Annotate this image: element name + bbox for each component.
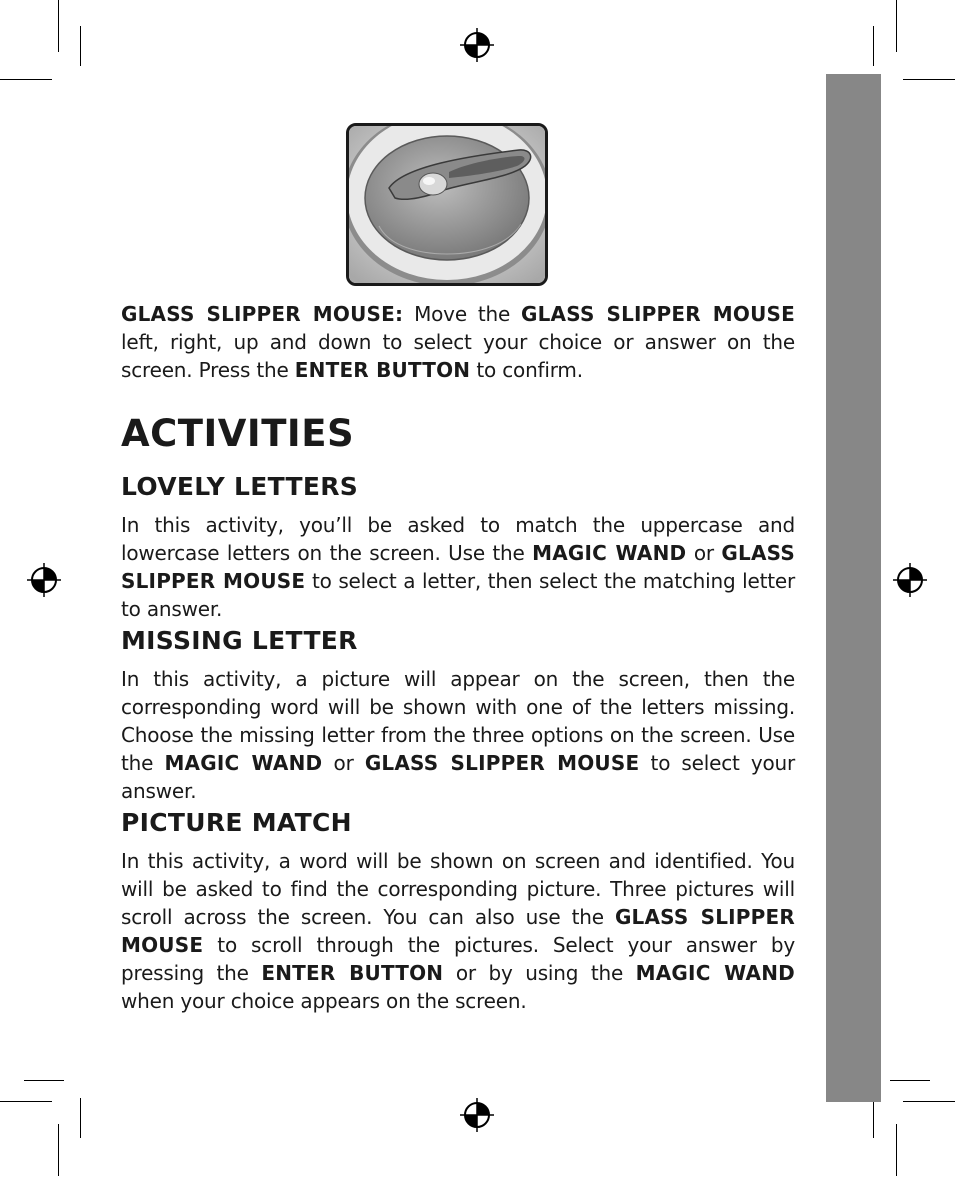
- crop-mark: [896, 0, 897, 52]
- crop-mark: [58, 1124, 59, 1176]
- registration-mark-icon: [460, 28, 494, 62]
- crop-mark: [890, 1080, 930, 1081]
- crop-mark: [873, 1098, 874, 1138]
- crop-mark: [896, 1124, 897, 1176]
- lovely-letters-section: [121, 471, 795, 623]
- section-heading: MISSING LETTER: [121, 626, 358, 655]
- registration-mark-icon: [460, 1098, 494, 1132]
- crop-mark: [24, 1080, 64, 1081]
- section-heading: PICTURE MATCH: [121, 808, 352, 837]
- section-heading: LOVELY LETTERS: [121, 472, 359, 501]
- registration-mark-icon: [27, 563, 61, 597]
- crop-mark: [80, 26, 81, 66]
- crop-mark: [0, 1101, 52, 1102]
- crop-mark: [58, 0, 59, 52]
- section-body: In this activity, you’ll be asked to match the uppercase and lowercase letters on the screen. Use the MAGIC WAND or GLASS SLIPPER MOUSE to select a letter, then select the matching letter to answer.: [121, 513, 795, 621]
- missing-letter-section: [121, 625, 795, 805]
- registration-mark-icon: [893, 563, 927, 597]
- crop-mark: [903, 1101, 955, 1102]
- term-label: GLASS SLIPPER MOUSE:: [121, 302, 404, 326]
- section-side-tab: [826, 74, 881, 1102]
- crop-mark: [873, 26, 874, 66]
- section-body: In this activity, a word will be shown on screen and identified. You will be asked to find the corresponding picture. Three pictures will scroll across the screen. You can also use the GLASS SLIPPER MOUSE to scroll through the pictures. Select your answer by pressing the ENTER BUTTON or by using the MAGIC WAND when your choice appears on the screen.: [121, 849, 795, 1013]
- crop-mark: [903, 79, 955, 80]
- intro-section: [121, 300, 795, 384]
- crop-mark: [80, 1098, 81, 1138]
- picture-match-section: [121, 807, 795, 1015]
- crop-mark: [0, 79, 52, 80]
- glass-slipper-mouse-image: [349, 126, 545, 283]
- page-title: ACTIVITIES: [121, 412, 355, 455]
- glass-slipper-mouse-photo: [346, 123, 548, 286]
- glass-slipper-mouse-description: GLASS SLIPPER MOUSE: Move the GLASS SLIPPER MOUSE left, right, up and down to select your choice or answer on the screen. Press the ENTER BUTTON to confirm.: [121, 302, 795, 382]
- section-body: In this activity, a picture will appear on the screen, then the corresponding word will be shown with one of the letters missing. Choose the missing letter from the three options on the screen. Use the MAGIC WAND or GLASS SLIPPER MOUSE to select your answer.: [121, 667, 796, 803]
